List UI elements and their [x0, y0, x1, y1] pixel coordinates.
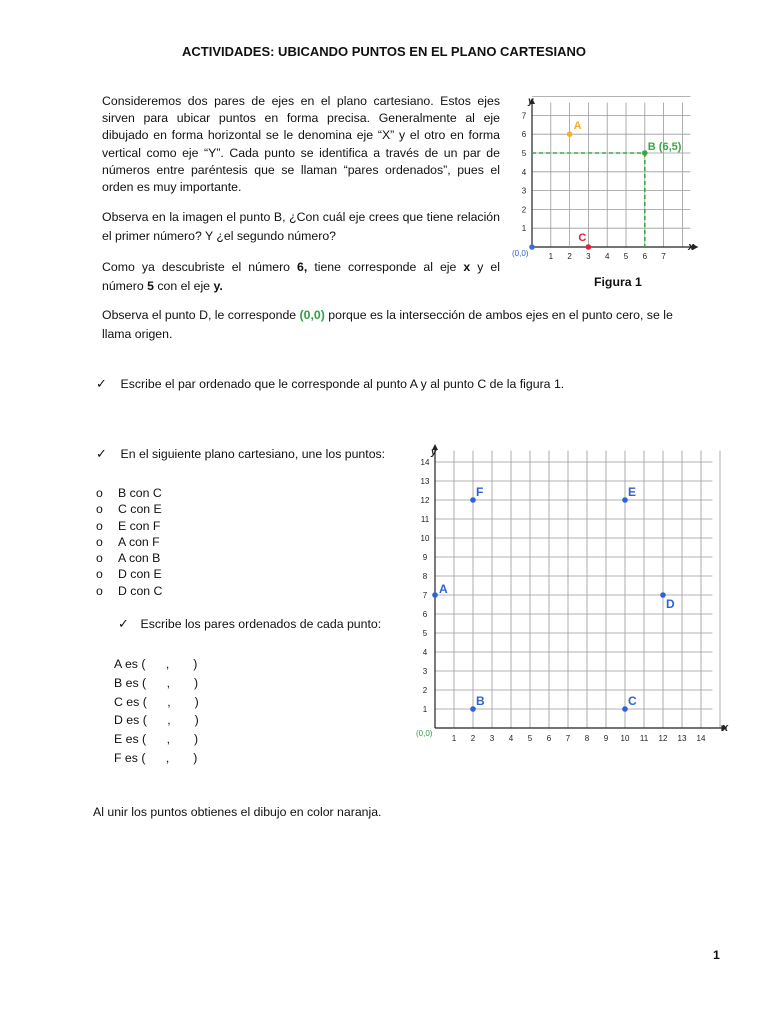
figure-2-plot — [405, 440, 735, 745]
x-tick-label: 2 — [470, 734, 476, 743]
x-tick-label: 7 — [661, 252, 666, 261]
task-3: ✓ Escribe los pares ordenados de cada punto: — [118, 616, 382, 631]
connection-text: E con F — [118, 518, 161, 533]
bullet-icon: o — [96, 583, 103, 598]
y-tick-label: 8 — [422, 572, 428, 581]
point-c — [586, 244, 592, 250]
connection-text: A con F — [118, 534, 160, 549]
y-tick-label: 9 — [422, 553, 428, 562]
point-e — [622, 497, 628, 503]
connection-text: D con E — [118, 567, 162, 582]
x-tick-label: 4 — [508, 734, 514, 743]
ordered-pair-blank: D es ( , ) — [114, 713, 199, 728]
connection-item — [96, 550, 162, 566]
point-f-label: F — [476, 485, 484, 499]
task-2: ✓ En el siguiente plano cartesiano, une los puntos: — [96, 446, 386, 461]
y-tick-label: 4 — [422, 648, 428, 657]
x-tick-label: 10 — [620, 734, 630, 743]
y-tick-label: 1 — [521, 224, 527, 234]
ordered-pairs-list — [114, 655, 199, 768]
x-tick-label: 4 — [604, 252, 610, 261]
x-tick-label: 8 — [584, 734, 590, 743]
ordered-pair-blank: B es ( , ) — [114, 675, 199, 690]
checkmark-icon: ✓ — [118, 616, 129, 631]
figure-2-origin-label: (0,0) — [416, 729, 433, 738]
point-b-label: B — [476, 694, 485, 708]
connection-item — [96, 518, 162, 534]
y-tick-label: 5 — [521, 149, 527, 158]
point-a — [567, 131, 573, 137]
figure-2-y-axis-label: y — [431, 447, 437, 458]
figure-1-x-axis-label: x — [688, 241, 695, 253]
y-tick-label: 4 — [521, 167, 527, 177]
point-a — [432, 592, 438, 598]
y-tick-label: 7 — [521, 111, 527, 121]
x-tick-label: 6 — [546, 734, 552, 743]
connection-text: A con B — [118, 551, 161, 566]
x-tick-label: 3 — [489, 734, 495, 743]
ordered-pair-blank: A es ( , ) — [114, 657, 198, 671]
y-tick-label: 2 — [422, 686, 428, 695]
bullet-icon: o — [96, 486, 103, 500]
connection-text: B con C — [118, 486, 162, 500]
y-tick-label: 5 — [422, 629, 428, 638]
x-tick-label: 1 — [548, 252, 554, 261]
x-tick-label: 14 — [696, 734, 706, 743]
y-tick-label: 12 — [420, 496, 430, 505]
figure-1-grid — [532, 97, 690, 247]
figure-1-origin-label: (0,0) — [512, 249, 529, 258]
figure-1-y-axis-label: y — [528, 96, 534, 107]
x-tick-label: 5 — [527, 734, 533, 743]
x-tick-label: 6 — [642, 252, 648, 261]
point-f — [470, 497, 476, 503]
point-d-label: D — [666, 597, 675, 611]
y-tick-label: 13 — [420, 477, 430, 486]
y-tick-label: 3 — [521, 186, 527, 196]
point-b — [642, 150, 648, 156]
ordered-pair-blank: E es ( , ) — [114, 732, 199, 747]
x-tick-label: 3 — [586, 252, 591, 261]
y-tick-label: 6 — [422, 610, 428, 619]
ordered-pair-blank: F es ( , ) — [114, 750, 198, 765]
x-tick-label: 2 — [567, 252, 572, 261]
point-c-label: C — [628, 694, 637, 708]
x-tick-label: 11 — [639, 734, 649, 743]
checkmark-icon: ✓ — [96, 446, 107, 461]
y-tick-label: 7 — [422, 591, 428, 600]
figure-1-axes — [529, 98, 698, 250]
intro-paragraph-3: Como ya descubriste el número 6, tiene corresponde al eje x y el número 5 con el eje y. — [102, 260, 500, 293]
bullet-icon: o — [96, 518, 103, 533]
y-tick-label: 1 — [422, 705, 428, 714]
figure-1-points — [529, 120, 682, 250]
point-c — [622, 706, 628, 712]
intro-paragraph-4: Observa el punto D, le corresponde (0,0) porque es la intersección de ambos ejes en el punto cero, se le llama origen. — [102, 308, 673, 341]
y-tick-label: 11 — [420, 515, 430, 524]
x-tick-label: 9 — [603, 734, 609, 743]
point-d — [660, 592, 666, 598]
y-tick-label: 10 — [420, 534, 430, 543]
connection-item — [96, 566, 162, 582]
connection-item — [96, 583, 162, 599]
y-tick-label: 6 — [521, 130, 527, 140]
intro-paragraph-2: Observa en la imagen el punto B, ¿Con cuál eje crees que tiene relación el primer número? Y ¿el segundo número? — [102, 210, 500, 243]
point-d — [529, 244, 535, 250]
point-e-label: E — [628, 485, 637, 499]
connections-list — [96, 485, 162, 599]
intro-paragraph-1: Consideremos dos pares de ejes en el plano cartesiano. Estos ejes sirven para ubicar puntos en forma precisa. Generalmente al eje dibujado en forma horizontal se le denomina eje “X” y el otro en forma vertical como eje “Y”. Cada punto se identifica a través de un par de números entre paréntesis que se llaman “pares ordenados”, pues el orden es muy importante. — [102, 94, 500, 195]
connection-text: D con C — [118, 583, 163, 598]
figure-2-x-axis-label: x — [722, 722, 729, 734]
connection-item — [96, 534, 162, 550]
y-tick-label: 14 — [420, 458, 430, 467]
point-a-label: A — [573, 120, 582, 133]
y-tick-label: 3 — [422, 667, 428, 676]
x-tick-label: 13 — [677, 734, 687, 743]
page-number: 1 — [713, 948, 720, 962]
origin-highlight: (0,0) — [299, 308, 325, 322]
connection-item — [96, 485, 162, 501]
ordered-pair-blank: C es ( , ) — [114, 694, 199, 709]
bullet-icon: o — [96, 567, 103, 582]
x-tick-label: 7 — [565, 734, 571, 743]
connection-text: C con E — [118, 502, 162, 517]
closing-note: Al unir los puntos obtienes el dibujo en color naranja. — [93, 805, 382, 819]
bullet-icon: o — [96, 551, 103, 566]
bullet-icon: o — [96, 534, 103, 549]
connection-item — [96, 501, 162, 517]
point-a-label: A — [439, 582, 448, 596]
x-tick-label: 5 — [623, 252, 629, 261]
task-1: ✓ Escribe el par ordenado que le corresponde al punto A y al punto C de la figura 1. — [96, 376, 565, 391]
figure-1-plot — [505, 92, 705, 267]
bullet-icon: o — [96, 502, 103, 517]
y-tick-label: 2 — [521, 205, 527, 215]
x-tick-label: 1 — [451, 734, 457, 743]
point-c-label: C — [578, 232, 587, 244]
point-b — [470, 706, 476, 712]
page-title: ACTIVIDADES: UBICANDO PUNTOS EN EL PLANO CARTESIANO — [182, 44, 586, 59]
x-tick-label: 12 — [658, 734, 668, 743]
checkmark-icon: ✓ — [96, 376, 107, 391]
point-b-label: B (6,5) — [647, 141, 682, 153]
figure-1-caption: Figura 1 — [594, 275, 642, 289]
